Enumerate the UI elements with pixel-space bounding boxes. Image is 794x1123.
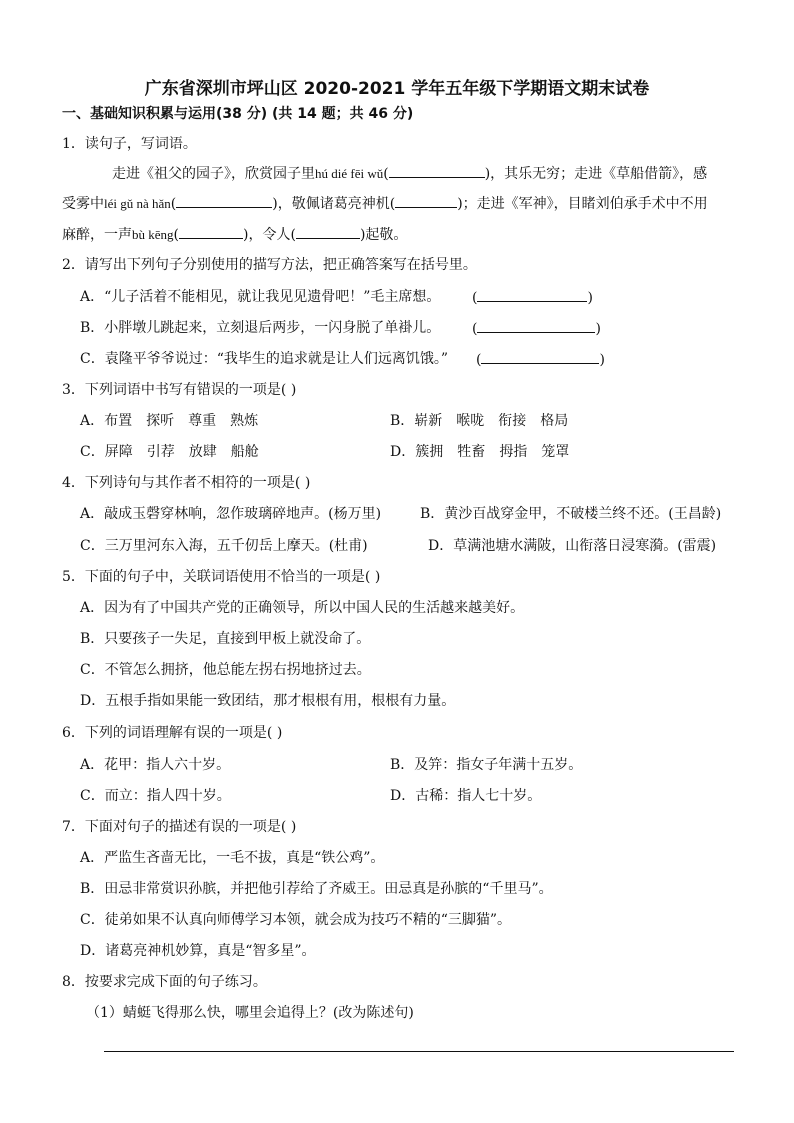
q1-text: ；走进《军神》，目睹刘伯承手术中不用 xyxy=(462,196,708,212)
answer-blank[interactable] xyxy=(389,163,485,178)
q1-text: 麻醉，一声 xyxy=(62,227,132,243)
question-1-paragraph-line3: 麻醉，一声bù kēng( )，令人( )起敬。 xyxy=(62,224,407,245)
question-5-stem: 5．下面的句子中，关联词语使用不恰当的一项是( ) xyxy=(62,569,381,585)
question-6-option-b[interactable]: B．及笄：指女子年满十五岁。 xyxy=(390,757,583,773)
question-7-stem: 7．下面对句子的描述有误的一项是( ) xyxy=(62,819,297,835)
q1-text: 起敬。 xyxy=(365,227,408,243)
option-text: C．袁隆平爷爷说过：“我毕生的追求就是让人们远离饥饿。” xyxy=(80,351,449,367)
question-7-option-b[interactable]: B．田忌非常赏识孙膑，并把他引荐给了齐威王。田忌真是孙膑的“千里马”。 xyxy=(80,881,553,897)
section-heading: 一、基础知识积累与运用(38 分) (共 14 题；共 46 分) xyxy=(62,106,414,122)
question-5-option-d[interactable]: D．五根手指如果能一致团结，那才根根有用，根根有力量。 xyxy=(80,693,456,709)
pinyin-2: léi gǔ nà hǎn xyxy=(104,196,171,211)
answer-blank[interactable] xyxy=(395,193,457,208)
question-4-option-d[interactable]: D．草满池塘水满陂，山衔落日浸寒漪。(雷震) xyxy=(428,538,717,554)
question-1-paragraph-line1: 走进《祖父的园子》，欣赏园子里hú dié fēi wǔ( )，其乐无穷；走进《草船借箭》，感 xyxy=(112,163,707,184)
question-2-stem: 2．请写出下列句子分别使用的描写方法，把正确答案写在括号里。 xyxy=(62,257,477,273)
question-5-option-a[interactable]: A．因为有了中国共产党的正确领导，所以中国人民的生活越来越美好。 xyxy=(80,600,525,616)
answer-blank[interactable] xyxy=(477,287,587,302)
question-6-option-a[interactable]: A．花甲：指人六十岁。 xyxy=(80,757,231,773)
question-3-option-d[interactable]: D．簇拥 牲畜 拇指 笼罩 xyxy=(390,444,570,460)
question-1-paragraph-line2: 受雾中léi gǔ nà hǎn( )，敬佩诸葛亮神机( )；走进《军神》，目睹刘伯承手术中不用 xyxy=(62,193,708,214)
question-5-option-c[interactable]: C．不管怎么拥挤，他总能左拐右拐地挤过去。 xyxy=(80,662,371,678)
option-text: B．小胖墩儿跳起来，立刻退后两步，一闪身脱了单褂儿。 xyxy=(80,320,441,336)
question-1-stem: 1．读句子，写词语。 xyxy=(62,136,197,152)
q1-text: ，令人 xyxy=(248,227,291,243)
pinyin-3: bù kēng xyxy=(132,227,174,242)
q1-text: ，其乐无穷；走进《草船借箭》，感 xyxy=(490,166,708,182)
question-8-subitem-1: （1）蜻蜓飞得那么快，哪里会追得上？(改为陈述句) xyxy=(86,1005,414,1021)
question-2-option-b: B．小胖墩儿跳起来，立刻退后两步，一闪身脱了单褂儿。 ( ) xyxy=(80,320,601,337)
question-4-option-c[interactable]: C．三万里河东入海，五千仞岳上摩天。(杜甫) xyxy=(80,538,368,554)
q1-text: ，敬佩诸葛亮神机 xyxy=(277,196,390,212)
question-6-option-c[interactable]: C．而立：指人四十岁。 xyxy=(80,788,231,804)
answer-line[interactable] xyxy=(104,1051,734,1052)
answer-blank[interactable] xyxy=(176,193,272,208)
option-text: A．“儿子活着不能相见，就让我见见遗骨吧！”毛主席想。 xyxy=(80,289,441,305)
question-4-stem: 4．下列诗句与其作者不相符的一项是( ) xyxy=(62,475,311,491)
question-3-option-c[interactable]: C．屏障 引荐 放肆 船舱 xyxy=(80,444,259,460)
q1-text: 走进《祖父的园子》，欣赏园子里 xyxy=(112,166,315,182)
exam-title: 广东省深圳市坪山区 2020-2021 学年五年级下学期语文期末试卷 xyxy=(144,79,650,99)
question-3-option-b[interactable]: B．崭新 喉咙 衔接 格局 xyxy=(390,413,569,429)
question-4-option-b[interactable]: B．黄沙百战穿金甲，不破楼兰终不还。(王昌龄) xyxy=(420,506,722,522)
answer-blank[interactable] xyxy=(481,349,599,364)
question-4-option-a[interactable]: A．敲成玉磬穿林响，忽作玻璃碎地声。(杨万里) xyxy=(80,506,382,522)
pinyin-1: hú dié fēi wǔ xyxy=(315,166,384,181)
answer-blank[interactable] xyxy=(477,318,595,333)
question-7-option-d[interactable]: D．诸葛亮神机妙算，真是“智多星”。 xyxy=(80,943,316,959)
question-8-stem: 8．按要求完成下面的句子练习。 xyxy=(62,974,267,990)
question-2-option-a: A．“儿子活着不能相见，就让我见见遗骨吧！”毛主席想。 ( ) xyxy=(80,289,593,306)
question-3-stem: 3．下列词语中书写有错误的一项是( ) xyxy=(62,382,297,398)
question-3-option-a[interactable]: A．布置 探听 尊重 熟炼 xyxy=(80,413,259,429)
answer-blank[interactable] xyxy=(179,224,243,239)
question-7-option-c[interactable]: C．徒弟如果不认真向师傅学习本领，就会成为技巧不精的“三脚猫”。 xyxy=(80,912,512,928)
question-5-option-b[interactable]: B．只要孩子一失足，直接到甲板上就没命了。 xyxy=(80,631,371,647)
question-6-stem: 6．下列的词语理解有误的一项是( ) xyxy=(62,725,283,741)
answer-blank[interactable] xyxy=(296,224,360,239)
question-2-option-c: C．袁隆平爷爷说过：“我毕生的追求就是让人们远离饥饿。” ( ) xyxy=(80,351,605,368)
q1-text: 受雾中 xyxy=(62,196,104,212)
question-7-option-a[interactable]: A．严监生吝啬无比，一毛不拔，真是“铁公鸡”。 xyxy=(80,850,385,866)
question-6-option-d[interactable]: D．古稀：指人七十岁。 xyxy=(390,788,542,804)
